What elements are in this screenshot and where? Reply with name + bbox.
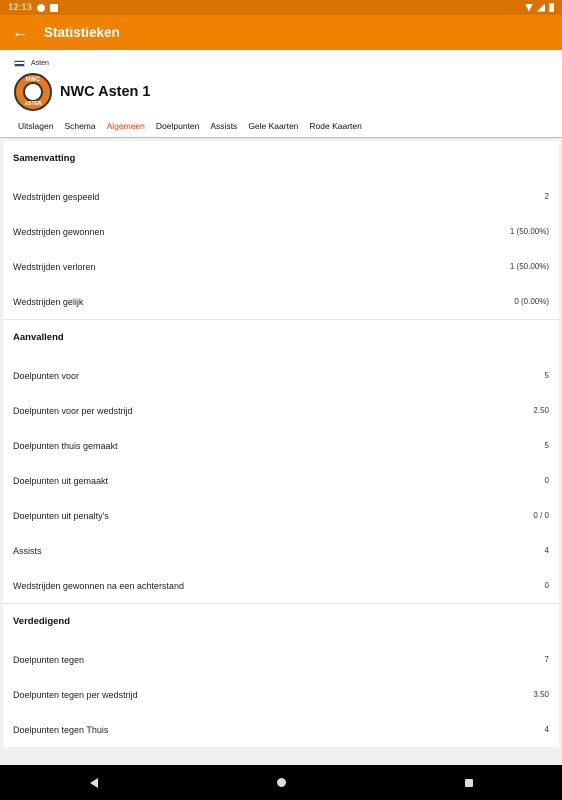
- tab-doelpunten[interactable]: Doelpunten: [155, 121, 200, 131]
- stat-label: Wedstrijden gewonnen na een achterstand: [13, 580, 184, 591]
- stat-label: Wedstrijden gespeeld: [13, 191, 100, 202]
- stat-row: [3, 179, 559, 214]
- netherlands-flag-icon: [14, 60, 25, 67]
- signal-icon: [537, 4, 545, 12]
- wifi-icon: [525, 4, 533, 12]
- stat-value: 0 / 0: [533, 511, 549, 520]
- stat-label: Doelpunten voor per wedstrijd: [13, 405, 133, 416]
- stat-row: [3, 393, 559, 428]
- stats-content: [0, 138, 562, 747]
- notification-icon: [37, 4, 45, 12]
- stat-row: [3, 533, 559, 568]
- arrow-left-icon[interactable]: ←: [12, 23, 28, 41]
- stat-label: Doelpunten tegen Thuis: [13, 724, 109, 735]
- logo-text-bottom: ASTEN: [24, 101, 42, 107]
- page-title: Statistieken: [44, 25, 120, 40]
- stat-row: [3, 284, 559, 319]
- nav-back-icon[interactable]: [90, 778, 98, 788]
- section-title: Verdedigend: [13, 616, 71, 627]
- stat-value: 4: [544, 725, 549, 734]
- team-name: NWC Asten 1: [60, 84, 151, 100]
- sd-card-icon: [50, 4, 58, 12]
- stat-row: [3, 712, 559, 747]
- team-header: [0, 50, 562, 137]
- tab-schema[interactable]: Schema: [64, 121, 96, 131]
- tab-assists[interactable]: Assists: [210, 121, 238, 131]
- app-bar: [0, 15, 562, 50]
- country-row: [14, 58, 548, 68]
- section-title: Samenvatting: [13, 153, 76, 164]
- stat-value: 0 (0.00%): [514, 297, 549, 306]
- stat-value: 1 (50.00%): [509, 262, 549, 271]
- stat-value: 7: [544, 655, 549, 664]
- stat-value: 2.50: [533, 406, 549, 415]
- stat-value: 0: [544, 581, 549, 590]
- stat-label: Doelpunten tegen per wedstrijd: [13, 689, 138, 700]
- stat-value: 3.50: [533, 690, 549, 699]
- stat-row: [3, 249, 559, 284]
- nav-recents-icon[interactable]: [465, 779, 473, 787]
- stat-row: [3, 428, 559, 463]
- stats-card: [3, 141, 559, 747]
- stat-value: 5: [544, 371, 549, 380]
- status-bar: [0, 0, 562, 15]
- stat-value: 2: [544, 192, 549, 201]
- stat-row: [3, 463, 559, 498]
- battery-icon: [549, 3, 554, 12]
- stat-label: Doelpunten uit penalty's: [13, 510, 109, 521]
- tab-uitslagen[interactable]: Uitslagen: [18, 121, 54, 131]
- stat-row: [3, 568, 559, 603]
- stat-label: Doelpunten thuis gemaakt: [13, 440, 118, 451]
- stat-row: [3, 214, 559, 249]
- tab-bar: [14, 121, 548, 131]
- stat-label: Wedstrijden verloren: [13, 261, 96, 272]
- stat-value: 0: [544, 476, 549, 485]
- nav-home-icon[interactable]: [277, 778, 286, 787]
- stat-value: 5: [544, 441, 549, 450]
- stat-label: Assists: [13, 545, 42, 556]
- status-time: 12:13: [8, 2, 32, 13]
- stat-row: [3, 677, 559, 712]
- logo-text-top: NWC: [25, 77, 41, 83]
- tab-gele-kaarten[interactable]: Gele Kaarten: [248, 121, 299, 131]
- system-nav-bar: [0, 765, 562, 800]
- stat-row: [3, 358, 559, 393]
- tab-rode-kaarten[interactable]: Rode Kaarten: [309, 121, 362, 131]
- stat-label: Doelpunten uit gemaakt: [13, 475, 109, 486]
- stat-value: 1 (50.00%): [509, 227, 549, 236]
- stat-label: Doelpunten tegen: [13, 654, 85, 665]
- stat-label: Wedstrijden gewonnen: [13, 226, 105, 237]
- stat-value: 4: [544, 546, 549, 555]
- team-logo: [14, 73, 52, 111]
- stat-row: [3, 642, 559, 677]
- stat-label: Wedstrijden gelijk: [13, 296, 84, 307]
- country-label: Asten: [31, 59, 49, 67]
- stat-label: Doelpunten voor: [13, 370, 80, 381]
- stat-row: [3, 498, 559, 533]
- tab-algemeen[interactable]: Algemeen: [106, 121, 145, 131]
- section-title: Aanvallend: [13, 332, 64, 343]
